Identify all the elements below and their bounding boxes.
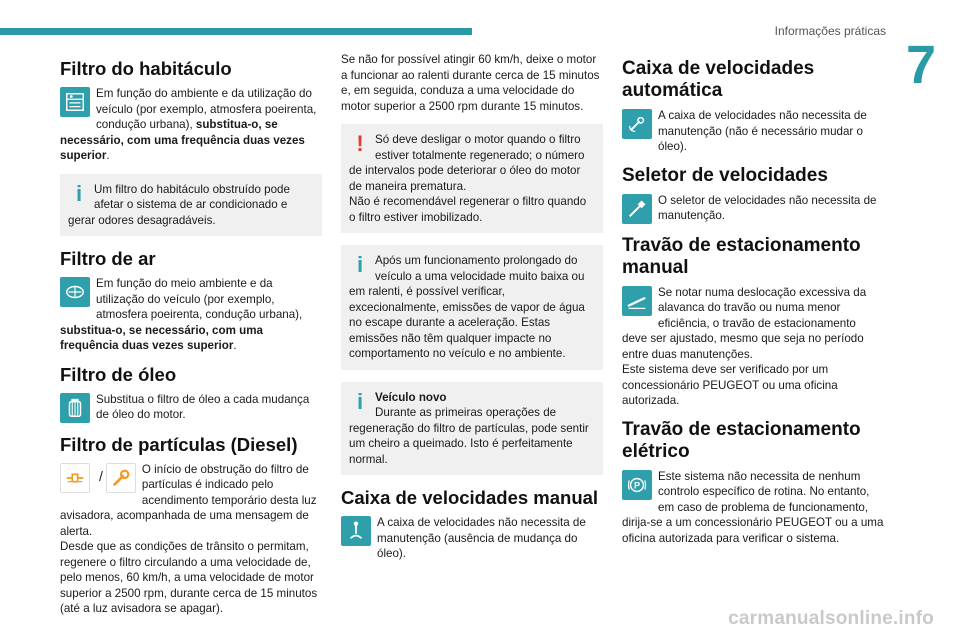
gear-selector-section [622, 193, 884, 225]
cabin-filter-note [60, 174, 322, 237]
vapour-info-note [341, 245, 603, 370]
column-1 [60, 52, 322, 627]
particle-filter-text: O início de obstrução do filtro de partículas é indicado pelo acendimento temporário desta luz avisadora, acompanhada de uma mensagem de alerta. [60, 462, 317, 538]
electric-handbrake-text: Este sistema não necessita de nenhum controlo específico de rotina. No entanto, em caso de problema de funcionamento, dirija-se a um concessionário PEUGEOT ou a uma oficina autorizada para verificar o sistema. [622, 469, 884, 545]
column-2 [341, 52, 603, 572]
air-filter-bold: substitua-o, se necessário, com uma frequência duas vezes superior [60, 323, 263, 352]
air-filter-text: Em função do meio ambiente e da utilização do veículo (por exemplo, atmosfera poeirenta, condução urbana), [96, 277, 303, 321]
oil-filter-icon [60, 393, 90, 423]
manual-handbrake-section [622, 285, 884, 409]
air-filter-end: . [233, 339, 237, 352]
manual-gearbox-text: A caixa de velocidades não necessita de manutenção (ausência de mudança do óleo). [377, 516, 586, 560]
particle-filter-text-2: Desde que as condições de trânsito o permitam, regenere o filtro circulando a uma velocidade de, pelo menos, 60 km/h, a uma velocidade de motor superior a 2500 rpm, durante cerca de 15 minutos (até a luz avisadora se apagar). [60, 540, 318, 615]
info-icon: i [356, 388, 364, 414]
wrench-icon [106, 463, 136, 493]
particle-filter-section [60, 462, 322, 617]
section-header: Informações práticas [774, 24, 886, 38]
new-vehicle-text: Durante as primeiras operações de regeneração do filtro de partículas, pode sentir um cheiro a queimado. Isto é perfeitamente normal. [349, 406, 589, 466]
vapour-info-text: Após um funcionamento prolongado do veículo a uma velocidade muito baixa ou em ralenti, é possível verificar, excecionalmente, emissões de vapor de água no escape durante a aceleração. Estas emissões não têm qualquer impacte no comportamento no veículo e no ambiente. [349, 254, 585, 360]
air-filter-icon [60, 277, 90, 307]
regeneration-warning-text-2: Não é recomendável regenerar o filtro quando o filtro estiver imobilizado. [349, 195, 587, 224]
icon-separator: / [99, 467, 103, 484]
cabin-filter-text: Em função do ambiente e da utilização do veículo (por exemplo, atmosfera poeirenta, condução urbana), [96, 87, 317, 131]
electric-handbrake-heading: Travão de estacionamento elétrico [622, 418, 861, 462]
manual-gearbox-section [341, 515, 603, 562]
oil-filter-section [60, 392, 322, 424]
gear-selector-icon [622, 194, 652, 224]
air-filter-section [60, 276, 322, 354]
particle-filter-warning-icon [60, 463, 90, 493]
manual-gearbox-icon [341, 516, 371, 546]
svg-text:P: P [633, 480, 641, 491]
manual-handbrake-text: Se notar numa deslocação excessiva da alavanca do travão ou numa menor eficiência, o travão de estacionamento deve ser ajustado, mesmo que seja no período entre duas manutenções. [622, 285, 867, 361]
cabin-filter-heading: Filtro do habitáculo [60, 58, 232, 79]
air-filter-heading: Filtro de ar [60, 248, 156, 269]
manual-handbrake-text-2: Este sistema deve ser verificado por um concessionário PEUGEOT ou uma oficina autorizada. [622, 363, 838, 407]
cabin-filter-bold: substitua-o, se necessário, com uma frequência duas vezes superior [60, 118, 305, 162]
cabin-filter-icon [60, 87, 90, 117]
auto-gearbox-text: A caixa de velocidades não necessita de manutenção (não é necessário mudar o óleo). [658, 109, 867, 153]
auto-gearbox-heading: Caixa de velocidades automática [622, 58, 815, 101]
cabin-filter-section [60, 86, 322, 164]
gear-selector-text: O seletor de velocidades não necessita de manutenção. [658, 193, 877, 222]
regeneration-intro: Se não for possível atingir 60 km/h, deixe o motor a funcionar ao ralenti durante cerca de 15 minutos e, em seguida, conduza a uma velocidade do motor superior a 2500 rpm durante 15 minutos. [341, 53, 600, 113]
manual-gearbox-heading: Caixa de velocidades manual [341, 487, 599, 508]
gear-selector-heading: Seletor de velocidades [622, 164, 828, 186]
manual-handbrake-heading: Travão de estacionamento manual [622, 234, 861, 278]
new-vehicle-note [341, 382, 603, 476]
info-icon: i [75, 180, 83, 206]
particle-filter-heading: Filtro de partículas (Diesel) [60, 433, 298, 455]
oil-filter-text: Substitua o filtro de óleo a cada mudança de óleo do motor. [96, 392, 310, 421]
column-3 [622, 52, 884, 556]
top-accent-bar [0, 28, 472, 35]
warning-icon: ! [356, 131, 364, 156]
auto-gearbox-icon [622, 109, 652, 139]
cabin-filter-note-text: Um filtro do habitáculo obstruído pode afetar o sistema de ar condicionado e gerar odores desagradáveis. [68, 182, 290, 227]
oil-filter-heading: Filtro de óleo [60, 363, 177, 385]
handbrake-icon [622, 286, 652, 316]
regeneration-warning [341, 124, 603, 233]
watermark: carmanualsonline.info [728, 608, 934, 629]
regeneration-warning-text: Só deve desligar o motor quando o filtro estiver totalmente regenerado; o número de intervalos pode deteriorar o óleo do motor de maneira prematura. [349, 133, 585, 193]
electric-handbrake-section [622, 469, 884, 547]
auto-gearbox-section [622, 108, 884, 155]
info-icon: i [356, 252, 364, 277]
electric-parking-brake-icon [622, 470, 652, 500]
chapter-number: 7 [905, 35, 936, 95]
cabin-filter-end: . [106, 149, 110, 162]
new-vehicle-title: Veículo novo [375, 390, 447, 404]
